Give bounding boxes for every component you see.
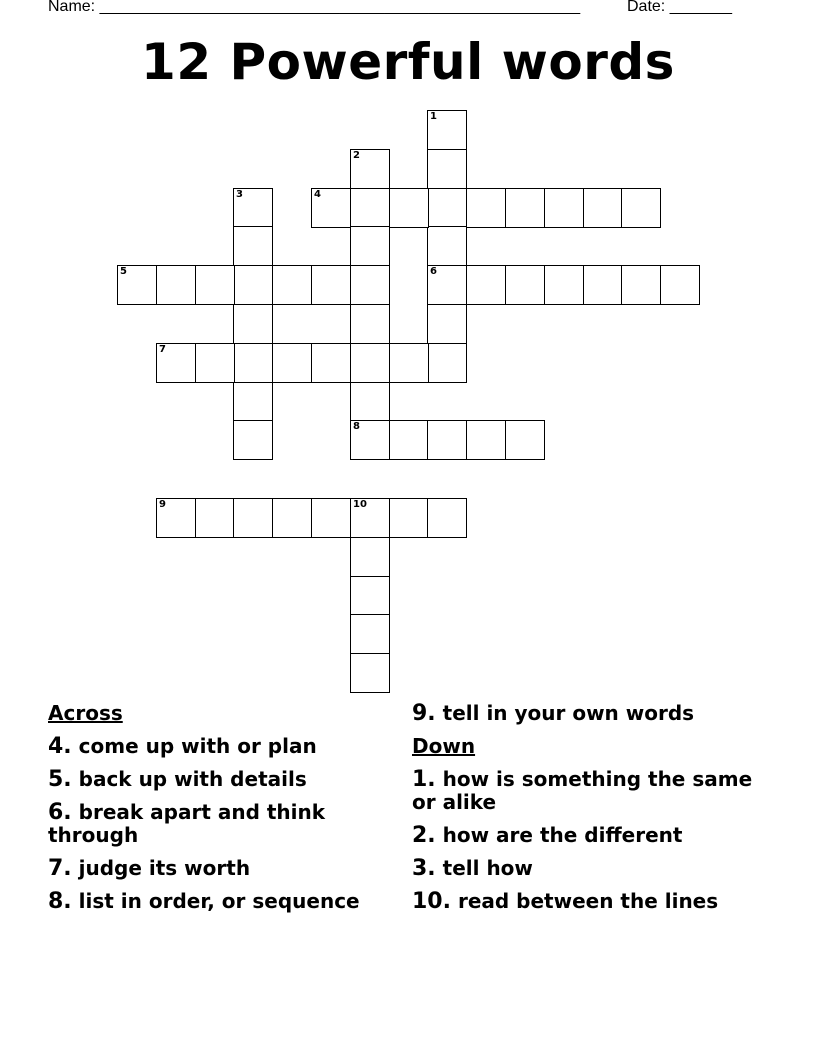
- crossword-cell[interactable]: [427, 149, 467, 189]
- clue-down-3: [412, 857, 772, 880]
- crossword-cell[interactable]: [427, 226, 467, 266]
- clue-number: 1.: [412, 767, 436, 792]
- crossword-cell[interactable]: [156, 498, 196, 538]
- clue-across-5: [48, 768, 398, 791]
- crossword-cell[interactable]: [350, 576, 390, 616]
- name-field[interactable]: Name: ______________________________________________________: [48, 0, 581, 15]
- crossword-cell[interactable]: [195, 498, 235, 538]
- clue-text: judge its worth: [78, 856, 251, 880]
- crossword-cell[interactable]: [233, 420, 273, 460]
- clue-number-label: 6: [430, 266, 437, 277]
- crossword-cell[interactable]: [233, 265, 273, 305]
- crossword-cell[interactable]: [311, 188, 351, 228]
- crossword-cell[interactable]: [350, 537, 390, 577]
- clue-number: 10.: [412, 889, 451, 914]
- crossword-cell[interactable]: [350, 343, 390, 383]
- clue-number: 2.: [412, 823, 436, 848]
- crossword-cell[interactable]: [350, 420, 390, 460]
- crossword-cell[interactable]: [427, 498, 467, 538]
- down-heading: Down: [412, 734, 476, 758]
- clue-down-1: [412, 768, 772, 814]
- crossword-cell[interactable]: [233, 226, 273, 266]
- clue-number-label: 8: [353, 421, 360, 432]
- clue-text: tell how: [442, 856, 533, 880]
- clue-number-label: 5: [120, 266, 127, 277]
- crossword-cell[interactable]: [660, 265, 700, 305]
- crossword-cell[interactable]: [350, 265, 390, 305]
- clue-text: list in order, or sequence: [78, 889, 360, 913]
- crossword-cell[interactable]: [233, 498, 273, 538]
- clue-number: 3.: [412, 856, 436, 881]
- clue-text: tell in your own words: [442, 701, 695, 725]
- crossword-cell[interactable]: [427, 420, 467, 460]
- crossword-cell[interactable]: [389, 498, 429, 538]
- crossword-cell[interactable]: [350, 149, 390, 189]
- clue-down-10: [412, 890, 772, 913]
- clue-down-2: [412, 824, 772, 847]
- crossword-cell[interactable]: [350, 188, 390, 228]
- clue-text: back up with details: [78, 767, 307, 791]
- crossword-cell[interactable]: [350, 498, 390, 538]
- clues-right-column: [412, 700, 772, 923]
- clue-text: how is something the same or alike: [412, 767, 753, 814]
- crossword-cell[interactable]: [621, 188, 661, 228]
- crossword-cell[interactable]: [427, 188, 467, 228]
- clue-across-8: [48, 890, 398, 913]
- crossword-cell[interactable]: [272, 265, 312, 305]
- clue-number: 4.: [48, 734, 72, 759]
- crossword-cell[interactable]: [350, 382, 390, 422]
- clue-across-7: [48, 857, 398, 880]
- clue-number-label: 3: [236, 189, 243, 200]
- crossword-cell[interactable]: [427, 110, 467, 150]
- crossword-cell[interactable]: [505, 265, 545, 305]
- clue-number: 8.: [48, 889, 72, 914]
- clue-number-label: 4: [314, 189, 321, 200]
- crossword-cell[interactable]: [621, 265, 661, 305]
- crossword-cell[interactable]: [427, 265, 467, 305]
- clue-number-label: 9: [159, 499, 166, 510]
- clue-across-9: [412, 702, 772, 725]
- crossword-cell[interactable]: [427, 304, 467, 344]
- crossword-cell[interactable]: [272, 498, 312, 538]
- crossword-cell[interactable]: [195, 343, 235, 383]
- crossword-cell[interactable]: [156, 343, 196, 383]
- crossword-cell[interactable]: [389, 188, 429, 228]
- crossword-cell[interactable]: [350, 226, 390, 266]
- crossword-cell[interactable]: [466, 420, 506, 460]
- clue-across-4: [48, 735, 398, 758]
- clue-text: how are the different: [442, 823, 683, 847]
- crossword-cell[interactable]: [311, 343, 351, 383]
- crossword-cell[interactable]: [156, 265, 196, 305]
- clue-number-label: 7: [159, 344, 166, 355]
- puzzle-title: 12 Powerful words: [141, 33, 675, 91]
- clue-text: break apart and think through: [48, 800, 326, 847]
- crossword-cell[interactable]: [350, 304, 390, 344]
- crossword-cell[interactable]: [233, 382, 273, 422]
- across-heading: Across: [48, 701, 123, 725]
- crossword-cell[interactable]: [311, 265, 351, 305]
- crossword-cell[interactable]: [544, 265, 584, 305]
- crossword-cell[interactable]: [195, 265, 235, 305]
- crossword-cell[interactable]: [272, 343, 312, 383]
- clue-number: 7.: [48, 856, 72, 881]
- clue-number-label: 10: [353, 499, 367, 510]
- crossword-cell[interactable]: [389, 420, 429, 460]
- crossword-cell[interactable]: [389, 343, 429, 383]
- clue-number-label: 1: [430, 111, 437, 122]
- clue-number: 6.: [48, 800, 72, 825]
- crossword-cell[interactable]: [583, 265, 623, 305]
- crossword-cell[interactable]: [466, 188, 506, 228]
- clue-number-label: 2: [353, 150, 360, 161]
- clue-number: 5.: [48, 767, 72, 792]
- crossword-cell[interactable]: [466, 265, 506, 305]
- crossword-cell[interactable]: [233, 343, 273, 383]
- date-field[interactable]: Date: _______: [627, 0, 732, 15]
- crossword-cell[interactable]: [505, 420, 545, 460]
- clue-number: 9.: [412, 701, 436, 726]
- crossword-cell[interactable]: [117, 265, 157, 305]
- crossword-cell[interactable]: [427, 343, 467, 383]
- crossword-cell[interactable]: [544, 188, 584, 228]
- clue-across-6: [48, 801, 398, 847]
- crossword-cell[interactable]: [583, 188, 623, 228]
- clues-left-column: [48, 700, 398, 923]
- clue-text: read between the lines: [457, 889, 719, 913]
- crossword-cell[interactable]: [311, 498, 351, 538]
- clue-text: come up with or plan: [78, 734, 317, 758]
- crossword-cell[interactable]: [233, 188, 273, 228]
- crossword-cell[interactable]: [350, 653, 390, 693]
- crossword-cell[interactable]: [350, 614, 390, 654]
- crossword-cell[interactable]: [505, 188, 545, 228]
- crossword-cell[interactable]: [233, 304, 273, 344]
